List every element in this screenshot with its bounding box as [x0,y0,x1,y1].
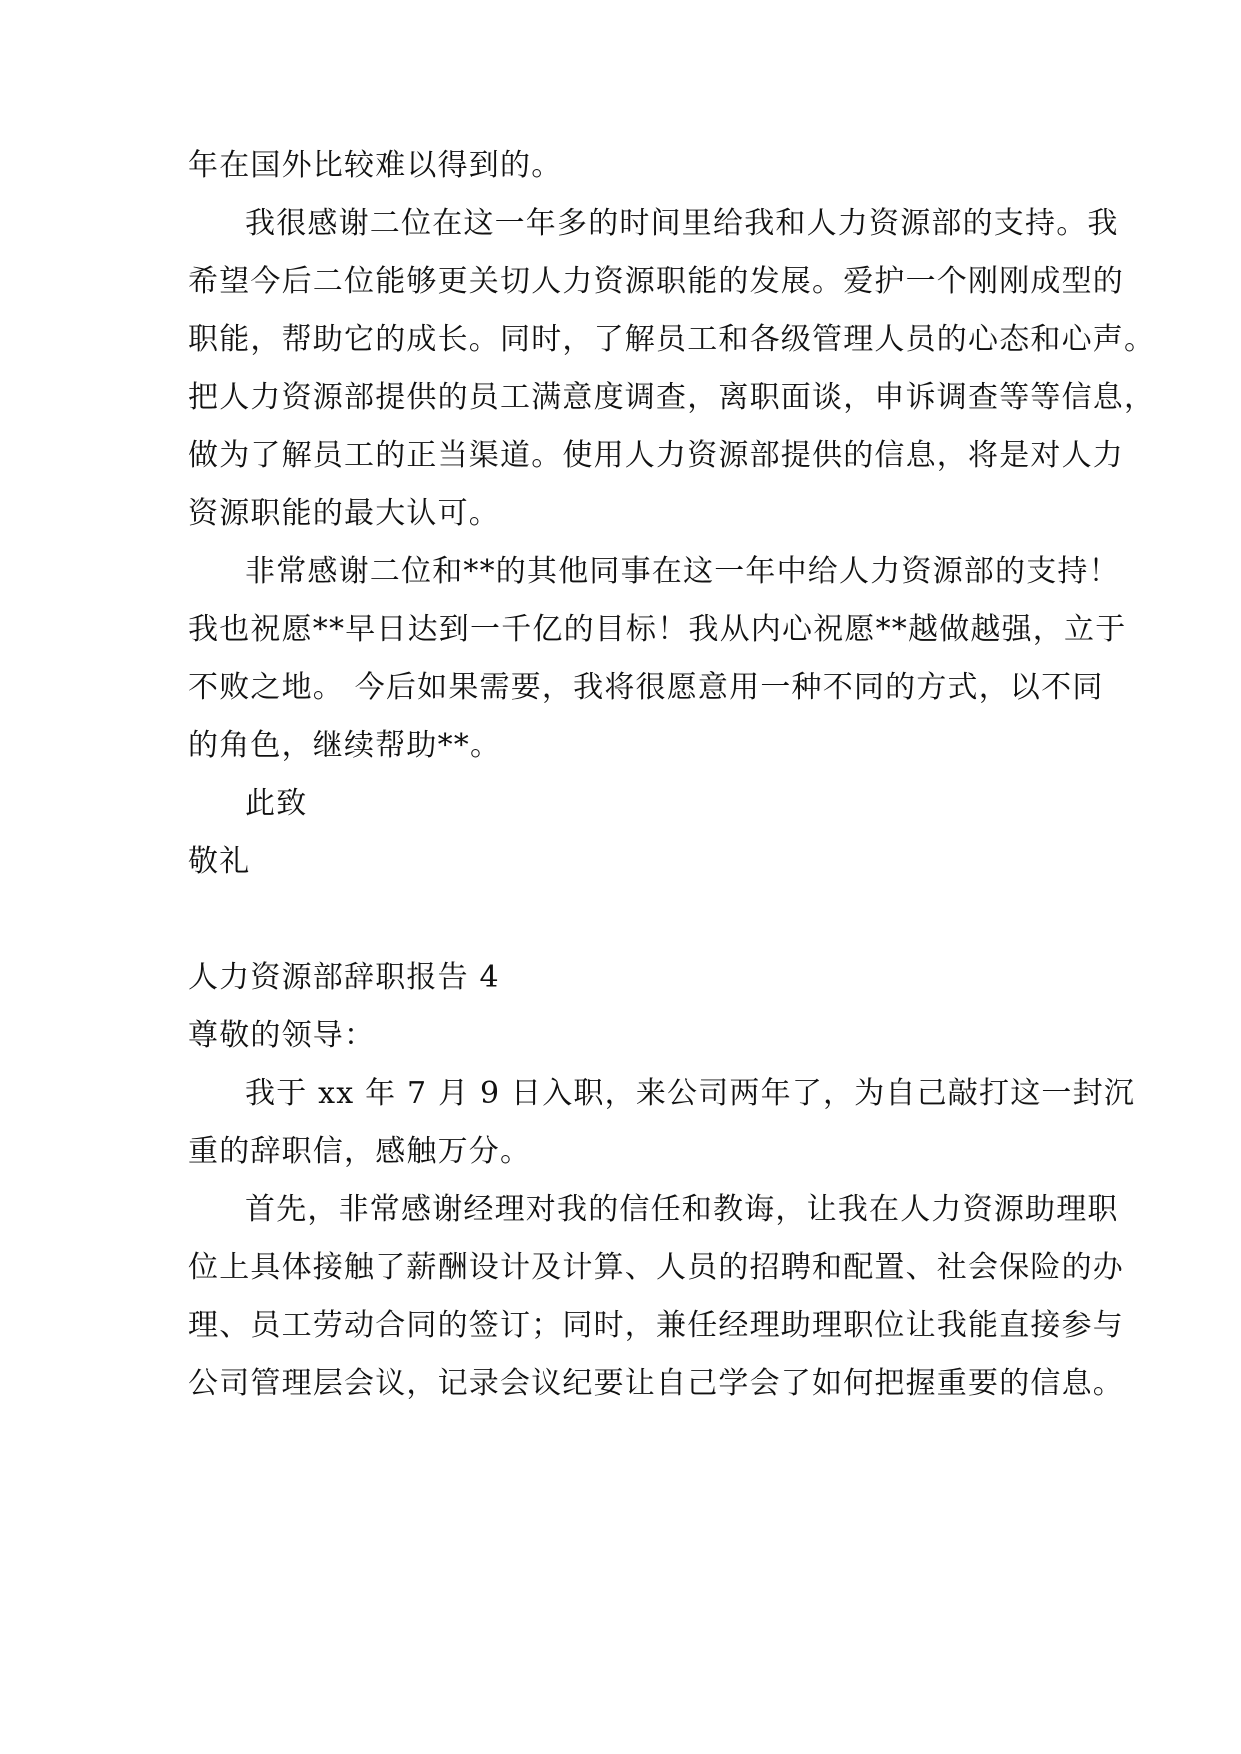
text-line: 理、员工劳动合同的签订；同时，兼任经理助理职位让我能直接参与 [188,1308,1124,1343]
paragraph-start-line: 我很感谢二位在这一年多的时间里给我和人力资源部的支持。我 [245,206,1119,241]
text-line: 希望今后二位能够更关切人力资源职能的发展。爱护一个刚刚成型的 [188,264,1124,299]
letter-greeting: 尊敬的领导： [188,1018,376,1053]
closing-regards: 敬礼 [188,844,251,879]
text-line: 职能，帮助它的成长。同时，了解员工和各级管理人员的心态和心声。 [188,322,1156,357]
text-line: 我也祝愿**早日达到一千亿的目标！我从内心祝愿**越做越强，立于 [188,612,1127,647]
text-line: 的角色，继续帮助**。 [188,728,502,763]
text-line: 资源职能的最大认可。 [188,496,500,531]
paragraph-start-line: 首先，非常感谢经理对我的信任和教诲，让我在人力资源助理职 [245,1192,1119,1227]
section-heading: 人力资源部辞职报告 4 [188,960,500,995]
closing-salutation: 此致 [245,786,308,821]
text-line: 位上具体接触了薪酬设计及计算、人员的招聘和配置、社会保险的办 [188,1250,1124,1285]
text-line: 不败之地。 今后如果需要，我将很愿意用一种不同的方式，以不同 [188,670,1104,705]
text-line: 重的辞职信，感触万分。 [188,1134,532,1169]
text-line: 公司管理层会议，记录会议纪要让自己学会了如何把握重要的信息。 [188,1366,1124,1401]
text-line: 把人力资源部提供的员工满意度调查，离职面谈，申诉调查等等信息， [188,380,1156,415]
text-line: 年在国外比较难以得到的。 [188,148,563,183]
paragraph-start-line: 我于 xx 年 7 月 9 日入职，来公司两年了，为自己敲打这一封沉 [245,1076,1136,1111]
text-line: 做为了解员工的正当渠道。使用人力资源部提供的信息，将是对人力 [188,438,1124,473]
paragraph-start-line: 非常感谢二位和**的其他同事在这一年中给人力资源部的支持！ [245,554,1120,589]
